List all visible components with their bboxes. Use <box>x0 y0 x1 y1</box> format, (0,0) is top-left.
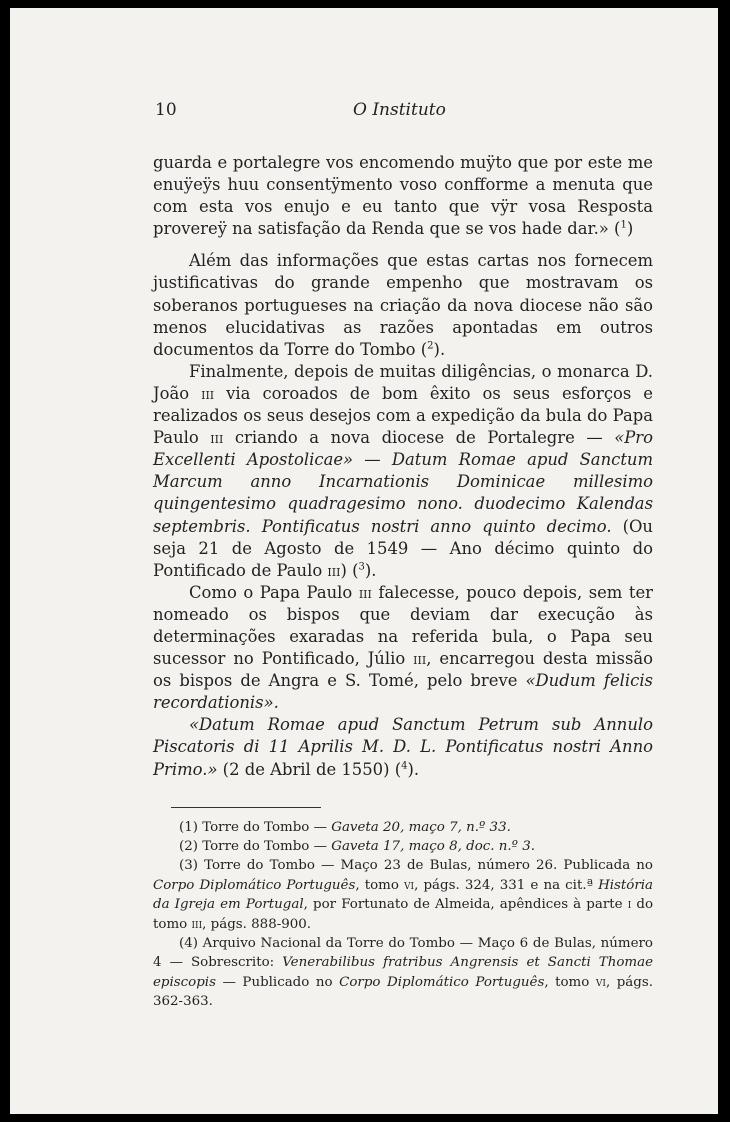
footnote-3-roman-2: i <box>627 897 632 913</box>
p3-text-b: via coroados de bom êxito os seus esforços e realizados os seus desejos com a expedição da bula do Papa Paulo <box>153 383 654 448</box>
p5-text: (2 de Abril de 1550) ( <box>217 759 402 779</box>
footnote-3-text-d: , por Fortunato de Almeida, apêndices à parte <box>303 897 628 913</box>
p4-brief-title: «Dudum felicis recordationis». <box>153 671 653 713</box>
page-content <box>153 98 653 1012</box>
footnote-4-title: Corpo Diplomático Português <box>339 974 545 990</box>
p3-close: ). <box>364 560 377 580</box>
footnote-1-ref: Gaveta 20, maço 7, n.º 33. <box>331 819 511 835</box>
p4-roman-1: iii <box>358 582 372 602</box>
footnote-1-text: Torre do Tombo — <box>197 819 332 835</box>
p2-close: ). <box>433 339 446 359</box>
p3-latin-quote: «Pro Excellenti Apostolicae» — Datum Romae apud Sanctum Marcum anno Incarnationis Dominicae millesimo quingentesimo quadragesimo nono. duodecimo Kalendas septembris. Pontificatus nostri anno quinto decimo. <box>153 428 653 536</box>
running-head <box>153 98 653 122</box>
paragraph-3 <box>153 361 653 582</box>
footnote-ref-1: 1 <box>620 219 627 231</box>
footnote-4-text-a: Arquivo Nacional da Torre do Tombo — Maço 6 de Bulas, número 4 — Sobrescrito: <box>153 936 653 971</box>
page-number: 10 <box>155 100 177 120</box>
footnote-4-roman: vi <box>595 974 606 990</box>
footnote-3-title-2: História da Igreja em Portugal <box>153 877 654 913</box>
footnote-rule <box>171 807 321 808</box>
footnote-3-mark: (3) <box>179 858 198 874</box>
p3-text-e: ) ( <box>340 560 359 580</box>
p3-roman-3: iii <box>327 560 341 580</box>
paragraph-2 <box>153 250 653 360</box>
p4-roman-2: iii <box>413 649 427 669</box>
p3-text-c: criando a nova diocese de Portalegre — <box>223 428 615 448</box>
footnote-4-text-d: , págs. 362-363. <box>153 974 653 1010</box>
p2-text: Além das informações que estas cartas nos fornecem justificativas do grande empenho que mostravam os soberanos portugueses na criação da nova diocese não são menos elucidativas as razões apontadas em outros documentos da Torre do Tombo ( <box>153 251 653 359</box>
p5-close: ). <box>407 759 420 779</box>
footnote-1-mark: (1) <box>179 819 198 835</box>
running-title: O Instituto <box>353 100 446 120</box>
footnote-4-text-c: , tomo <box>544 974 596 990</box>
footnote-3-text-e: do tomo <box>153 897 654 932</box>
footnotes <box>153 818 653 1012</box>
p4-text-c: , encarregou desta missão os bispos de Angra e S. Tomé, pelo breve <box>153 649 653 691</box>
p3-text-d: (Ou seja 21 de Agosto de 1549 — Ano décimo quinto do Pontificado de Paulo <box>153 516 653 580</box>
body-text <box>153 152 653 781</box>
paragraph-4 <box>153 582 653 715</box>
book-page <box>10 8 718 1114</box>
footnote-2-mark: (2) <box>179 839 198 855</box>
p1-text: guarda e portalegre vos encomendo muÿto que por este me enuÿeÿs huu consentÿmento voso confforme a menuta que com esta vos enujo e eu tanto que vÿr vosa Resposta provereÿ na satisfação da Renda que se vos hade dar.» ( <box>153 153 653 239</box>
p1-close: ) <box>626 219 634 239</box>
footnote-3-title-1: Corpo Diplomático Português <box>153 877 356 893</box>
footnote-ref-2: 2 <box>427 340 434 352</box>
footnote-4-text-b: — Publicado no <box>215 974 340 990</box>
footnote-4 <box>153 934 653 1012</box>
footnote-3-text-c: , págs. 324, 331 e na cit.ª <box>414 877 599 893</box>
p3-roman-2: iii <box>210 428 224 448</box>
p5-latin-quote: «Datum Romae apud Sanctum Petrum sub Annulo Piscatoris di 11 Aprilis M. D. L. Pontificatus nostri Anno Primo.» <box>153 715 653 779</box>
footnote-ref-3: 3 <box>358 561 365 573</box>
footnote-1 <box>153 818 653 837</box>
p3-text-a: Finalmente, depois de muitas diligências, o monarca D. João <box>153 361 653 403</box>
footnote-3-text-f: , págs. 888-900. <box>202 916 312 932</box>
p4-text-b: falecesse, pouco depois, sem ter nomeado os bispos que deviam dar execução às determinações exaradas na referida bula, o Papa seu sucessor no Pontificado, Júlio <box>153 582 653 669</box>
footnote-4-mark: (4) <box>179 936 198 952</box>
footnote-3 <box>153 856 653 934</box>
footnote-3-text-b: , tomo <box>355 877 405 893</box>
footnote-2 <box>153 837 653 856</box>
paragraph-5 <box>153 714 653 780</box>
p3-roman-1: iii <box>201 383 215 403</box>
paragraph-1 <box>153 152 653 240</box>
footnote-4-latin: Venerabilibus fratribus Angrensis et Sancti Thomae episcopis <box>153 955 654 990</box>
footnote-ref-4: 4 <box>401 760 408 772</box>
footnote-2-text: Torre do Tombo — <box>197 839 332 855</box>
footnote-3-text-a: Torre do Tombo — Maço 23 de Bulas, número 26. Publicada no <box>197 858 653 874</box>
footnote-2-ref: Gaveta 17, maço 8, doc. n.º 3. <box>331 839 535 855</box>
footnote-3-roman-3: iii <box>191 916 203 932</box>
p4-text-a: Como o Papa Paulo <box>189 582 359 602</box>
footnote-3-roman-1: vi <box>404 877 415 893</box>
